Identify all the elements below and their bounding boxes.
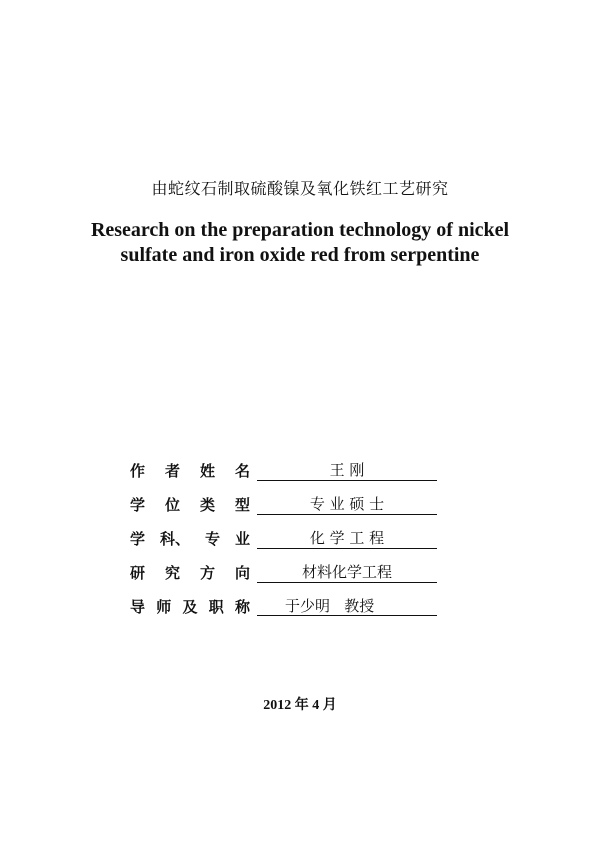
- chinese-title: 由蛇纹石制取硫酸镍及氧化铁红工艺研究: [151, 179, 449, 198]
- info-row-discipline: [130, 524, 450, 558]
- label-char: 科、: [159, 530, 190, 548]
- label-char: 型: [234, 496, 250, 514]
- info-row-degree: [130, 490, 450, 524]
- discipline-value: 化 学 工 程: [257, 524, 437, 549]
- label-char: 姓: [199, 462, 215, 480]
- submission-date: 2012 年 4 月: [263, 698, 337, 713]
- label-char: 方: [199, 564, 215, 582]
- degree-label: [130, 494, 250, 515]
- author-label: [130, 460, 250, 481]
- author-value: 王 刚: [257, 456, 437, 481]
- label-char: 究: [164, 564, 180, 582]
- direction-label: [130, 562, 250, 583]
- english-title-line-1: Research on the preparation technology of nickel: [90, 219, 510, 241]
- direction-value: 材料化学工程: [257, 558, 437, 583]
- label-char: 者: [164, 462, 180, 480]
- label-char: 业: [234, 530, 250, 548]
- label-char: 学: [130, 530, 146, 548]
- advisor-label: [130, 596, 250, 617]
- info-row-author: [130, 456, 450, 490]
- label-char: 职: [208, 598, 224, 616]
- thesis-info-table: [130, 456, 450, 626]
- advisor-value: 于少明 教授: [257, 592, 437, 616]
- label-char: 及: [182, 598, 198, 616]
- english-title-line-2: sulfate and iron oxide red from serpentine: [120, 244, 480, 266]
- degree-value: 专 业 硕 士: [257, 490, 437, 515]
- info-row-direction: [130, 558, 450, 592]
- info-row-advisor: [130, 592, 450, 626]
- label-char: 作: [130, 462, 146, 480]
- label-char: 导: [130, 598, 146, 616]
- label-char: 专: [204, 530, 220, 548]
- label-char: 师: [156, 598, 172, 616]
- label-char: 学: [130, 496, 146, 514]
- label-char: 名: [234, 462, 250, 480]
- label-char: 称: [234, 598, 250, 616]
- english-title: [0, 218, 600, 268]
- label-char: 类: [199, 496, 215, 514]
- discipline-label: [130, 528, 250, 549]
- label-char: 位: [164, 496, 180, 514]
- label-char: 研: [130, 564, 146, 582]
- label-char: 向: [234, 564, 250, 582]
